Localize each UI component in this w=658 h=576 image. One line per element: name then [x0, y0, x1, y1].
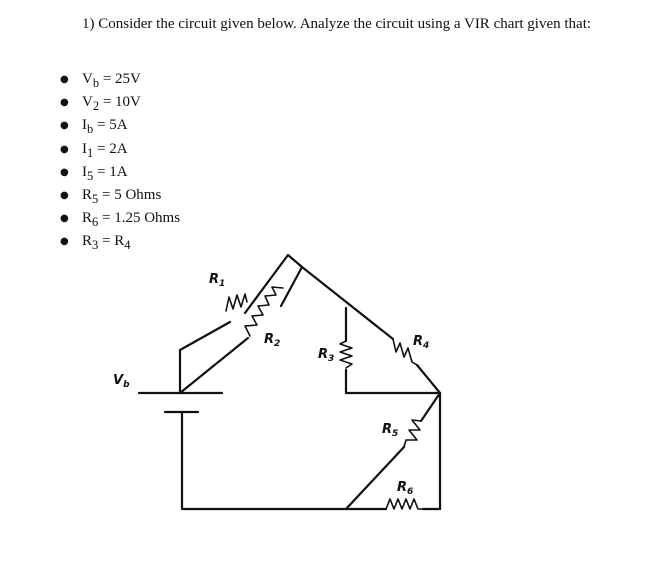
right-roof-wire: [302, 267, 393, 339]
given-r6: ● $R_6 = 1.25$ Ohms: [60, 210, 181, 230]
label-r5: $R_5$: [382, 422, 399, 439]
given-vb: ● $V_b = 25V$: [60, 71, 141, 90]
r5-to-bottom: [346, 447, 404, 509]
diagonal-vb-to-r2: [180, 338, 248, 393]
bottom-left-wire: [182, 413, 386, 509]
bullet-icon: ●: [60, 74, 69, 85]
label-r6: $R_6$: [397, 480, 414, 497]
bullet-icon: ●: [60, 120, 69, 132]
bullet-icon: ●: [60, 190, 69, 202]
given-i1: ● $I_1 = 2A$: [60, 140, 128, 160]
label-vb: $V_b$: [113, 373, 130, 390]
label-r4: $R_4$: [413, 334, 430, 351]
bullet-icon: ●: [60, 143, 69, 155]
label-r1: $R_1$: [209, 272, 226, 289]
bullet-icon: ●: [60, 97, 69, 109]
label-r3: $R_3$: [318, 347, 335, 364]
r1-zigzag-icon: [226, 294, 247, 311]
given-r5: ● $R_5 = 5$ Ohms: [60, 187, 162, 207]
given-ib: ● $I_b = 5A$: [60, 117, 128, 137]
given-v2: ● $V_2 = 10V$: [60, 94, 141, 114]
r5-zigzag-icon: [404, 420, 421, 447]
bullet-icon: ●: [60, 236, 69, 248]
question-text: 1) Consider the circuit given below. Analyze the circuit using a VIR chart given that:: [82, 16, 592, 32]
resistor-r2: [245, 287, 283, 336]
resistor-r5: [404, 420, 421, 447]
diagonal-to-r5: [421, 393, 440, 421]
r6-zigzag-icon: [386, 499, 423, 509]
r3-zigzag-icon: [340, 341, 352, 368]
r2-zigzag-icon: [245, 287, 283, 336]
resistor-r6: [386, 499, 423, 509]
diagonal-r2-to-top: [281, 267, 302, 306]
r3-lower-wire: [346, 370, 440, 393]
given-i5: ● $I_5 = 1A$: [60, 163, 128, 183]
given-r3-r4: ● $R_3 = R_4$: [60, 233, 131, 253]
bullet-icon: ●: [60, 166, 69, 178]
resistor-r1: [226, 294, 247, 311]
circuit-wires: [139, 255, 440, 509]
label-r2: $R_2$: [264, 332, 281, 349]
r4-to-corner: [417, 365, 440, 393]
bullet-icon: ●: [60, 213, 69, 225]
resistor-r3: [340, 341, 352, 368]
